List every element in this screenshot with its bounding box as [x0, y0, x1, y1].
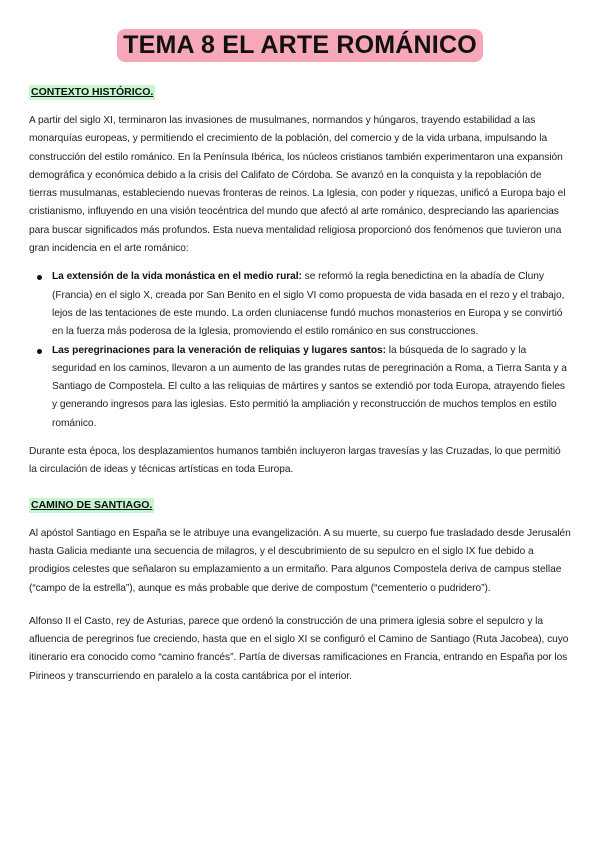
- section-heading: CAMINO DE SANTIAGO.: [31, 498, 153, 511]
- bullet-list: [29, 268, 571, 433]
- paragraph-alfonso: Alfonso II el Casto, rey de Asturias, parece que ordenó la construcción de una primera iglesia sobre el sepulcro y la afluencia de peregrinos fue creciendo, hasta que en el siglo XI se configuró el Camino de Santiago (Ruta Jacobea), cuyo itinerario era conocido como “camino francés”. Partía de diversas ramificaciones en Francia, entrando en España por los Pirineos y transcurriendo en paralelo a la costa cantábrica por el interior.: [29, 615, 569, 682]
- paragraph-closing: Durante esta época, los desplazamientos humanos también incluyeron largas travesías y las Cruzadas, lo que permitió la circulación de ideas y técnicas artísticas en toda Europa.: [29, 446, 561, 476]
- list-item-text: se reformó la regla benedictina en la abadía de Cluny (Francia) en el siglo X, creada por San Benito en el siglo VI como propuesta de vida basada en el rezo y el trabajo, lejos de las tentaciones de este mundo. La orden cluniacense fundó muchos monasterios en Europa y se convirtió en la fuerza más poderosa de la Iglesia, promoviendo el estilo románico en sus construcciones.: [52, 271, 565, 338]
- list-item: [52, 268, 571, 341]
- list-item-text: la búsqueda de lo sagrado y la seguridad en los caminos, llevaron a un aumento de las grandes rutas de peregrinación a Roma, a Tierra Santa y a Santiago de Compostela. El culto a las reliquias de mártires y santos se extendió por toda Europa, atrayendo fieles y generando ingresos para las iglesias. Esto permitió la ampliación y reconstrucción de muchos templos en estilo románico.: [52, 344, 567, 429]
- section-contexto-historico: [29, 82, 571, 480]
- document-body: [29, 82, 571, 696]
- list-item: [52, 342, 571, 433]
- list-item-bold: La extensión de la vida monástica en el medio rural:: [52, 271, 302, 283]
- section-camino-de-santiago: [29, 495, 571, 686]
- title-container: [0, 29, 600, 62]
- bullet-icon: [37, 349, 42, 354]
- bullet-icon: [37, 275, 42, 280]
- list-item-bold: Las peregrinaciones para la veneración de reliquias y lugares santos:: [52, 344, 387, 356]
- paragraph-apostol: Al apóstol Santiago en España se le atribuye una evangelización. A su muerte, su cuerpo fue trasladado desde Jerusalén hasta Galicia mediante una secuencia de milagros, y el descubrimiento de su sepulcro en el siglo IX fue debido a prodigios celestes que señalaron su emplazamiento a un ermitaño. Para algunos Compostela deriva de campus stellae (“campo de la estrella”), aunque es más probable que derive de compostum (“cementerio o pudridero”).: [29, 527, 571, 594]
- section-heading: CONTEXTO HISTÓRICO.: [31, 86, 154, 98]
- page-title: TEMA 8 EL ARTE ROMÁNICO: [117, 29, 483, 62]
- paragraph-intro: A partir del siglo XI, terminaron las invasiones de musulmanes, normandos y húngaros, trayendo estabilidad a las monarquías europeas, y permitiendo el crecimiento de la población, del comercio y de la vida urbana, impulsando la construcción del estilo románico. En la Península Ibérica, los núcleos cristianos también experimentaron una expansión demográfica y económica debido a la crisis del Califato de Córdoba. Se avanzó en la conquista y la repoblación de tierras musulmanas, estableciendo nuevas fronteras de reinos. La Iglesia, con poder y riquezas, unificó a Europa bajo el cristianismo, influyendo en una visión teocéntrica del mundo que afectó al arte románico, despreciando las apariencias para buscar significados más profundos. Esta nueva mentalidad religiosa proporcionó dos fenómenos que tuvieron una gran incidencia en el arte románico:: [29, 115, 566, 255]
